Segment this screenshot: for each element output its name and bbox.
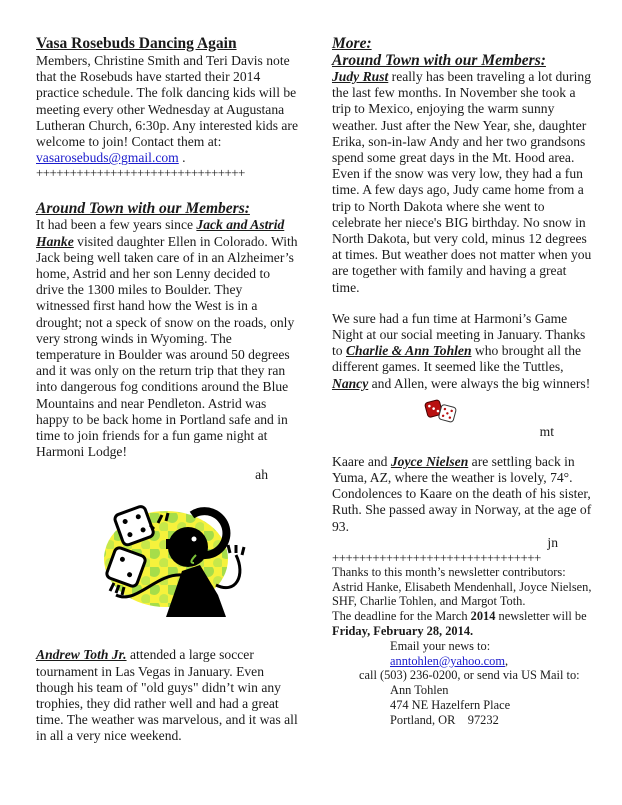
- around-town-title-2: Around Town with our Members:: [332, 52, 546, 69]
- rust-paragraph: [332, 69, 594, 296]
- nielsen-body: are settling back in Yuma, AZ, where the weather is lovely, 74°. Condolences to Kaare on the death of his sister, Ruth. She passed away in Norway, at the age of 93.: [332, 453, 592, 534]
- email-suffix: ,: [504, 653, 509, 668]
- toth-paragraph: [36, 647, 298, 744]
- hanke-intro: It had been a few years since: [36, 217, 197, 233]
- deadline-line: [332, 609, 594, 624]
- deadline-post: newsletter will be: [495, 609, 587, 624]
- rosebuds-text-end: .: [178, 150, 186, 166]
- dice-icon: [424, 398, 460, 424]
- email-line: [332, 654, 594, 669]
- call-line: call (503) 236-0200, or send via US Mail to:: [359, 668, 580, 683]
- nancy-name: Nancy: [332, 375, 369, 391]
- signature-jn: jn: [547, 534, 558, 550]
- more-label: More:: [332, 35, 372, 52]
- hanke-name: Jack and Astrid Hanke: [36, 217, 285, 249]
- divider-plus-2: +++++++++++++++++++++++++++++++: [332, 550, 541, 565]
- game-night-mid: who brought all the different games. It seemed like the Tuttles,: [332, 343, 582, 375]
- rust-body: really has been traveling a lot during the last few months. In November she took a trip to Mexico, enjoying the warm sunny weather. Just after the New Year, she, daughter Erika, son-in-law Andy and her two grandsons spend some great days in the Mt. Hood area. Even if the snow was very low, they had a fun time. A few days ago, Judy came home from a trip to North Dakota where she went to celebrate her niece's BIG birthday. No snow in North Dakota, but very cold, minus 12 degrees at times. But weather does not matter when you are together with family and having a great time.: [332, 69, 592, 295]
- signature-mt: mt: [539, 423, 554, 439]
- game-night-paragraph: [332, 311, 594, 392]
- address-city: Portland, OR 97232: [390, 712, 499, 727]
- deadline-date: Friday, February 28, 2014.: [332, 624, 474, 639]
- nielsen-name: Joyce Nielsen: [390, 453, 469, 469]
- nielsen-intro: Kaare and: [332, 453, 391, 469]
- tohlen-name: Charlie & Ann Tohlen: [345, 343, 472, 359]
- rosebuds-body: [36, 53, 298, 166]
- signature-ah: ah: [255, 467, 268, 483]
- rosebuds-text: Members, Christine Smith and Teri Davis note that the Rosebuds have started their 2014 practice schedule. The folk dancing kids will be meeting every other Wednesday at Augustana Lutheran Church, 6:30p. Any interested kids are welcome to join! Contact them at:: [36, 53, 298, 150]
- right-column: [332, 0, 594, 728]
- divider-plus: +++++++++++++++++++++++++++++++: [36, 166, 245, 181]
- rosebuds-email-link[interactable]: vasarosebuds@gmail.com: [36, 150, 179, 166]
- rust-name: Judy Rust: [332, 69, 389, 84]
- deadline-year: 2014: [470, 609, 496, 624]
- nielsen-paragraph: [332, 454, 594, 535]
- address-name: Ann Tohlen: [390, 683, 449, 698]
- newsletter-email-link[interactable]: anntohlen@yahoo.com: [390, 653, 505, 668]
- around-town-title: Around Town with our Members:: [36, 200, 250, 218]
- toth-body: attended a large soccer tournament in Las Vegas in January. Even though his team of "old guys" didn’t win any trophies, they did rather well and had a great time. The weather was marvelous, and it was all in all a very nice weekend.: [36, 647, 298, 744]
- deadline-pre: The deadline for the March: [332, 609, 471, 624]
- email-label: Email your news to:: [390, 638, 491, 653]
- game-night-intro: We sure had a fun time at Harmoni’s Game Night at our social meeting in January. Thanks to: [332, 310, 586, 359]
- address-street: 474 NE Hazelfern Place: [390, 698, 511, 713]
- contributors-thanks: Thanks to this month’s newsletter contributors: Astrid Hanke, Elisabeth Mendenhall, Joyce Nielsen, SHF, Charlie Tohlen, and Margot Toth.: [332, 564, 592, 609]
- dice-player-clipart: [96, 495, 246, 617]
- hanke-body: visited daughter Ellen in Colorado. With Jack being well taken care of in an Alzheimer’s home, Astrid and her son Lenny decided to drive the 1300 miles to Boulder. They witnessed first hand how the West is in a drought; not a speck of snow on the roads, only very strong winds in Wyoming. The temperature in Boulder was around 50 degrees and it was only on the return trip that they ran into dangerous fog conditions around the Blue Mountains and near Pendleton. Astrid was happy to be back home in Portland safe and in time to join friends for a fun game night at Harmoni Lodge!: [36, 233, 298, 460]
- game-night-end: and Allen, were always the big winners!: [368, 375, 591, 391]
- hanke-paragraph: [36, 217, 298, 460]
- toth-name: Andrew Toth Jr.: [36, 647, 127, 663]
- rosebuds-title: Vasa Rosebuds Dancing Again: [36, 35, 237, 52]
- left-column: [36, 0, 298, 745]
